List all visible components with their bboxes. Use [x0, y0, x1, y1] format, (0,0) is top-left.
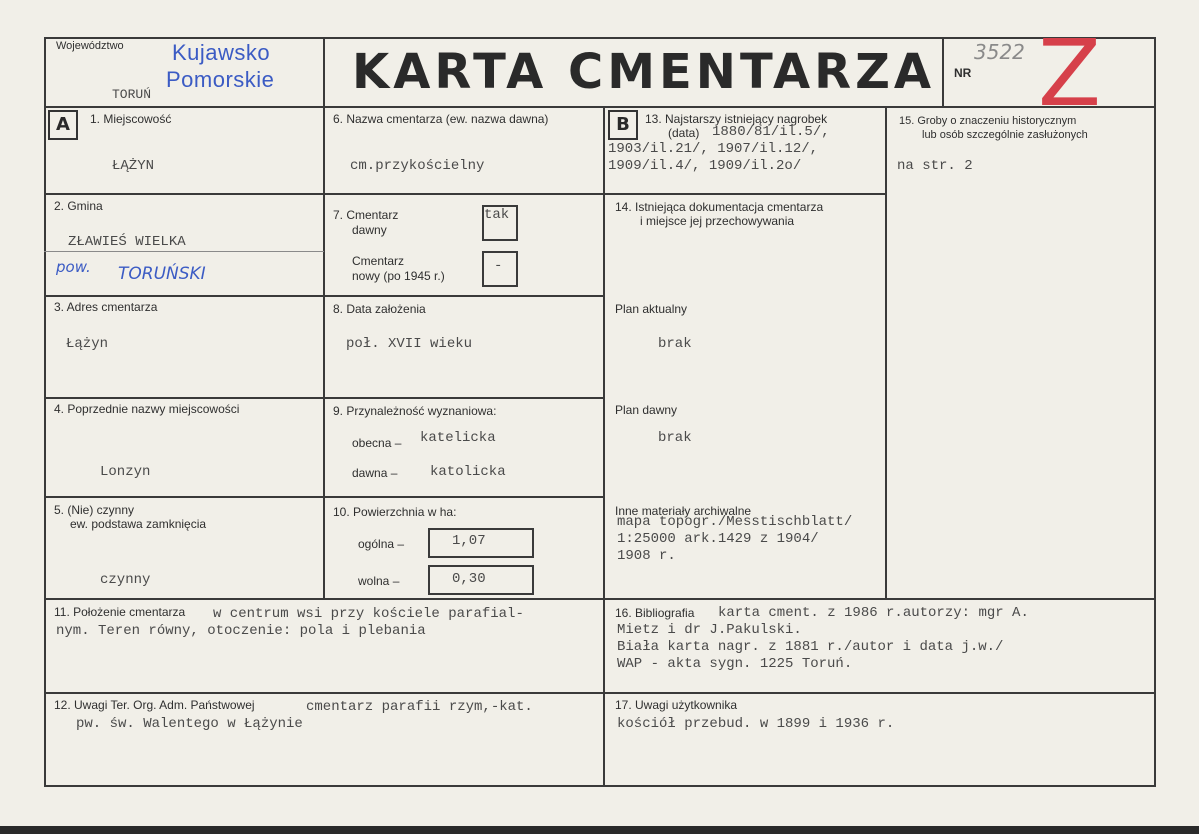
- wojewodztwo-stamp-line2: Pomorskie: [166, 67, 275, 92]
- field7-new-label-line2: nowy (po 1945 r.): [352, 269, 445, 283]
- field14-label-line1: 14. Istniejąca dokumentacja cmentarza: [615, 200, 824, 214]
- wojewodztwo-label: Województwo: [56, 40, 124, 52]
- field13-value-line1: 1880/81/il.5/,: [712, 124, 830, 140]
- field12-line1: cmentarz parafii rzym,-kat.: [306, 699, 533, 715]
- field10-label: 10. Powierzchnia w ha:: [333, 505, 457, 519]
- field6-value: cm.przykościelny: [350, 158, 485, 174]
- field1-value: ŁĄŻYN: [112, 158, 155, 174]
- row-sep-3: [44, 397, 604, 399]
- field14-other-line2: 1:25000 ark.1429 z 1904/: [617, 531, 819, 547]
- field14-other-line3: 1908 r.: [617, 548, 676, 564]
- field14-label-line2: i miejsce jej przechowywania: [640, 214, 795, 228]
- field15-label-line1: 15. Groby o znaczeniu historycznym: [899, 115, 1077, 127]
- nr-label: NR: [954, 66, 972, 80]
- card-title: KARTA CMENTARZA: [352, 44, 936, 100]
- field10-total-value: 1,07: [452, 533, 486, 549]
- field4-label: 4. Poprzednie nazwy miejscowości: [54, 402, 240, 416]
- field17-label: 17. Uwagi użytkownika: [615, 698, 738, 712]
- nr-mark: Z: [1038, 20, 1102, 127]
- wojewodztwo-typed: TORUŃ: [112, 87, 152, 102]
- section-b-letter: B: [608, 110, 638, 140]
- field7-new-value: -: [494, 258, 503, 274]
- field10-free-label: wolna –: [358, 574, 400, 588]
- field7-old-label-line2: dawny: [352, 223, 387, 237]
- field8-value: poł. XVII wieku: [346, 336, 473, 352]
- frame-top: [44, 37, 1156, 39]
- field11-line1: w centrum wsi przy kościele parafial-: [213, 606, 524, 622]
- field1-label: 1. Miejscowość: [90, 112, 172, 126]
- field17-value: kościół przebud. w 1899 i 1936 r.: [617, 716, 895, 732]
- field6-label: 6. Nazwa cmentarza (ew. nazwa dawna): [333, 112, 549, 126]
- col-sep-2: [603, 106, 605, 786]
- row-sep-4: [44, 496, 604, 498]
- field2-handwritten: TORUŃSKI: [118, 264, 206, 284]
- field11-line2: nym. Teren równy, otoczenie: pola i plebania: [56, 623, 426, 639]
- field12-line2: pw. św. Walentego w Łążynie: [76, 716, 303, 732]
- col-sep-1: [323, 106, 325, 598]
- field3-label: 3. Adres cmentarza: [54, 300, 158, 314]
- field14-other-line1: mapa topogr./Messtischblatt/: [617, 514, 853, 530]
- gmina-underline: [44, 251, 324, 252]
- field15-value: na str. 2: [897, 158, 973, 174]
- col-sep-3: [885, 106, 887, 598]
- field8-label: 8. Data założenia: [333, 302, 426, 316]
- field9-label: 9. Przynależność wyznaniowa:: [333, 404, 497, 418]
- row-sep-2: [44, 295, 604, 297]
- header-sep-1: [323, 37, 325, 107]
- field10-free-value: 0,30: [452, 571, 486, 587]
- field9-former-label: dawna –: [352, 466, 398, 480]
- field16-line2: Mietz i dr J.Pakulski.: [617, 622, 802, 638]
- field16-line3: Biała karta nagr. z 1881 r./autor i data j.w./: [617, 639, 1004, 655]
- field16-label: 16. Bibliografia: [615, 606, 695, 620]
- field2-handwritten-prefix: pow.: [56, 258, 91, 276]
- header-sep-2: [942, 37, 944, 107]
- field9-current-label: obecna –: [352, 436, 402, 450]
- field5-value: czynny: [100, 572, 151, 588]
- frame-right: [1154, 37, 1156, 787]
- field4-value: Lonzyn: [100, 464, 151, 480]
- field14-other-label: Inne materiały archiwalne: [615, 504, 752, 518]
- field13-label-line1: 13. Najstarszy istniejący nagrobek: [645, 112, 828, 126]
- header-divider: [44, 106, 1156, 108]
- row-sep-5: [44, 598, 1156, 600]
- field13-value-line2: 1903/il.21/, 1907/il.12/,: [608, 141, 819, 157]
- field14-plan-current-value: brak: [658, 336, 692, 352]
- field7-old-label-line1: 7. Cmentarz: [333, 208, 399, 222]
- frame-left: [44, 37, 46, 787]
- field14-plan-current-label: Plan aktualny: [615, 302, 688, 316]
- section-a-letter: A: [48, 110, 78, 140]
- scan-edge: [0, 826, 1199, 834]
- frame-bottom: [44, 785, 1156, 787]
- field7-new-label-line1: Cmentarz: [352, 254, 405, 268]
- field5-label-line1: 5. (Nie) czynny: [54, 503, 135, 517]
- field16-line1: karta cment. z 1986 r.autorzy: mgr A.: [718, 605, 1029, 621]
- field10-total-label: ogólna –: [358, 537, 405, 551]
- field9-current-value: katelicka: [420, 430, 496, 446]
- row-sep-6: [44, 692, 1156, 694]
- field7-old-value: tak: [484, 207, 510, 223]
- wojewodztwo-stamp-line1: Kujawsko: [172, 40, 271, 65]
- field16-line4: WAP - akta sygn. 1225 Toruń.: [617, 656, 853, 672]
- field12-label: 12. Uwagi Ter. Org. Adm. Państwowej: [54, 698, 255, 712]
- field14-plan-old-label: Plan dawny: [615, 403, 678, 417]
- field14-plan-old-value: brak: [658, 430, 692, 446]
- field11-label: 11. Położenie cmentarza: [54, 605, 186, 619]
- nr-handwritten: 3522: [974, 40, 1025, 64]
- field5-label-line2: ew. podstawa zamknięcia: [70, 517, 207, 531]
- field2-value: ZŁAWIEŚ WIELKA: [68, 234, 186, 250]
- row-sep-1: [44, 193, 886, 195]
- field3-value: Łążyn: [66, 336, 109, 352]
- field13-label-line2: (data): [668, 126, 700, 140]
- field2-label: 2. Gmina: [54, 199, 103, 213]
- field15-label-line2: lub osób szczególnie zasłużonych: [922, 129, 1088, 141]
- field13-value-line3: 1909/il.4/, 1909/il.2o/: [608, 158, 802, 174]
- field9-former-value: katolicka: [430, 464, 506, 480]
